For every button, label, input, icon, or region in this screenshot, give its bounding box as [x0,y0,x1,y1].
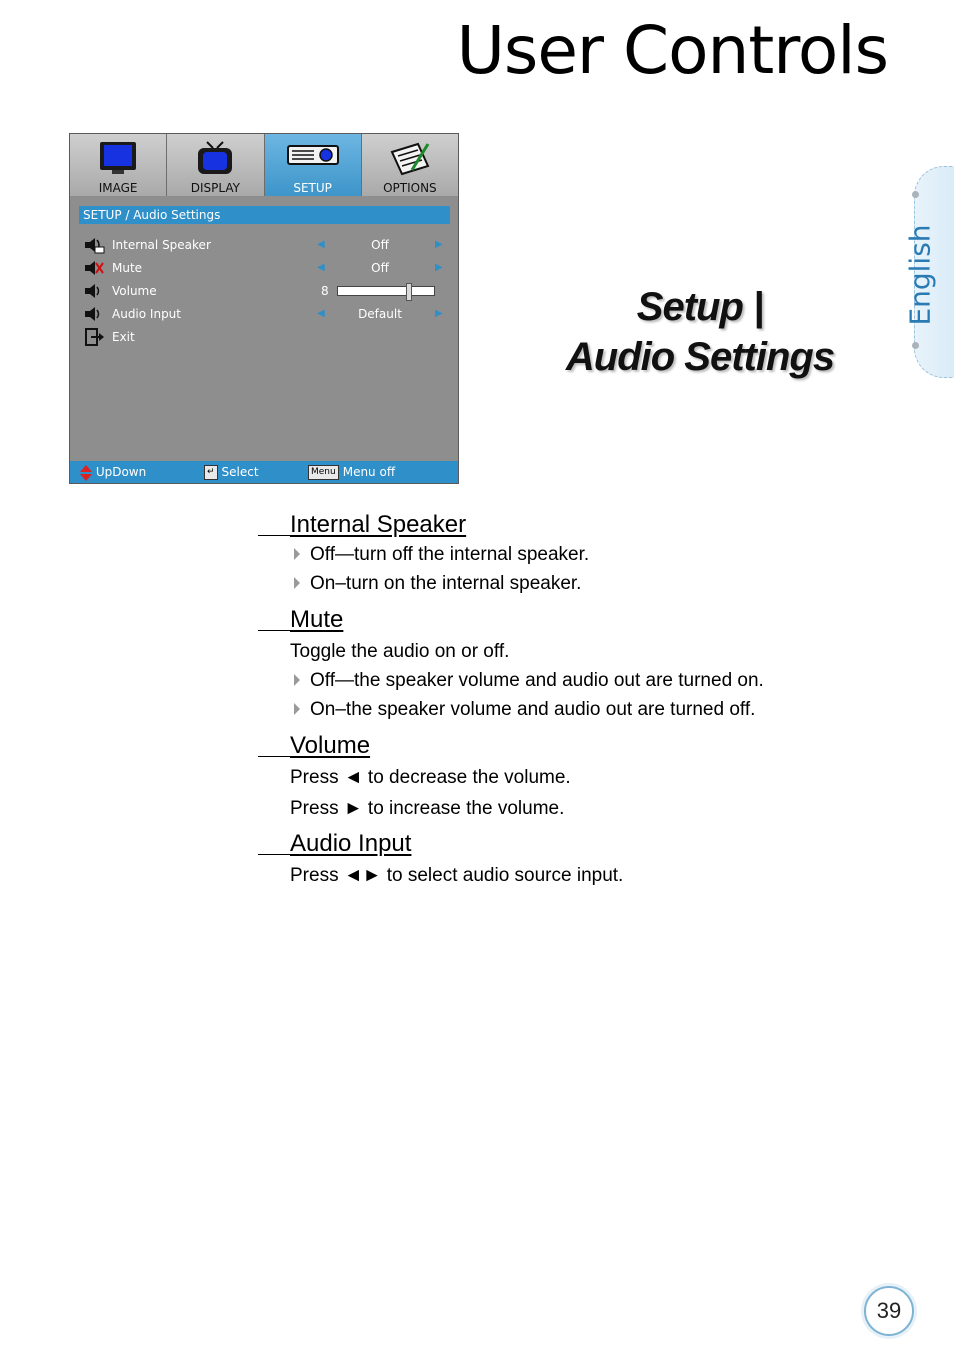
osd-tabs [70,134,458,196]
right-arrow-icon[interactable]: ▶ [435,262,443,273]
list-item: Off—the speaker volume and audio out are turned on. [294,669,764,693]
list-item: On–the speaker volume and audio out are turned off. [294,698,755,722]
bullet-triangle-icon [294,577,300,589]
osd-row-exit[interactable]: Exit [83,326,445,348]
menu-key-icon: Menu [308,465,339,480]
bullet-triangle-icon [294,548,300,560]
page-number: 39 [864,1286,914,1336]
heading-audio-input: Audio Input [258,830,411,858]
volume-slider-knob[interactable] [406,283,412,301]
right-arrow-icon[interactable]: ▶ [435,308,443,319]
footer-select: ↵ Select [204,461,259,483]
updown-arrows-icon [80,465,92,481]
osd-row-volume[interactable]: Volume 8 [83,280,445,302]
heading-volume: Volume [258,732,370,760]
tv-icon [195,140,235,176]
side-dot-bottom [912,342,919,349]
osd-footer [70,461,458,483]
page-title: User Controls [456,12,888,89]
footer-menu-off: Menu Menu off [308,461,395,483]
volume-value: 8 [321,284,329,298]
monitor-icon [98,140,138,176]
enter-key-icon: ↵ [204,465,218,480]
bullet-triangle-icon [294,703,300,715]
list-item: Off—turn off the internal speaker. [294,543,589,567]
notepad-icon [388,140,432,178]
side-language-label: English [903,224,937,326]
osd-row-internal-speaker[interactable]: Internal Speaker ◀ Off ▶ [83,234,445,256]
bullet-triangle-icon [294,674,300,686]
tab-display[interactable]: DISPLAY [167,134,264,196]
tab-image[interactable]: IMAGE [70,134,167,196]
volume-increase-text: Press ► to increase the volume. [290,798,565,819]
heading-mute: Mute [258,606,343,634]
speaker-icon [83,236,105,254]
left-arrow-icon[interactable]: ◀ [317,308,325,319]
osd-row-mute[interactable]: Mute ◀ Off ▶ [83,257,445,279]
osd-row-audio-input[interactable]: Audio Input ◀ Default ▶ [83,303,445,325]
right-arrow-icon[interactable]: ▶ [435,239,443,250]
left-arrow-icon[interactable]: ◀ [317,262,325,273]
left-arrow-icon[interactable]: ◀ [317,239,325,250]
tab-options[interactable]: OPTIONS [362,134,458,196]
tab-setup[interactable]: SETUP [265,134,362,196]
volume-icon [83,282,105,300]
exit-icon [83,328,105,346]
section-subtitle: Setup | Audio Settings [565,285,835,379]
mute-description: Toggle the audio on or off. [290,641,510,662]
list-item: On–turn on the internal speaker. [294,572,581,596]
projector-icon [286,140,340,170]
footer-updown: UpDown [80,461,146,483]
audio-input-icon [83,305,105,323]
audio-input-description: Press ◄► to select audio source input. [290,865,624,886]
side-dot-top [912,191,919,198]
volume-slider[interactable] [337,286,435,296]
osd-breadcrumb: SETUP / Audio Settings [79,206,450,224]
heading-internal-speaker: Internal Speaker [258,511,466,539]
osd-menu [69,133,459,484]
mute-icon [83,259,105,277]
volume-decrease-text: Press ◄ to decrease the volume. [290,767,571,788]
